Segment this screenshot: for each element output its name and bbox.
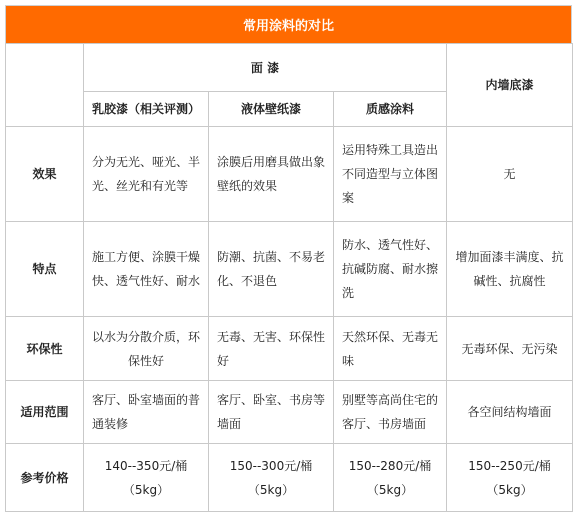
price-unit: （5kg） — [486, 482, 533, 497]
cell-features-latex: 施工方便、涂膜干燥快、透气性好、耐水 — [84, 222, 209, 317]
cell-effect-wallpaper: 涂膜后用磨具做出象壁纸的效果 — [209, 127, 334, 222]
cell-scope-primer: 各空间结构墙面 — [447, 381, 573, 444]
corner-cell — [6, 44, 84, 127]
row-label-features: 特点 — [6, 222, 84, 317]
price-range: 150--280元/桶 — [348, 458, 432, 473]
cell-price-texture — [334, 444, 447, 512]
price-range: 150--250元/桶 — [468, 458, 551, 473]
table-title: 常用涂料的对比 — [5, 5, 572, 43]
row-label-effect: 效果 — [6, 127, 84, 222]
header-texture-coating: 质感涂料 — [334, 92, 447, 127]
coating-comparison-table — [5, 43, 573, 512]
cell-scope-wallpaper: 客厅、卧室、书房等墙面 — [209, 381, 334, 444]
cell-eco-primer: 无毒环保、无污染 — [447, 317, 573, 381]
row-label-price: 参考价格 — [6, 444, 84, 512]
cell-effect-texture: 运用特殊工具造出不同造型与立体图案 — [334, 127, 447, 222]
cell-scope-texture: 别墅等高尚住宅的客厅、书房墙面 — [334, 381, 447, 444]
table-row-effect — [6, 127, 573, 222]
table-row-price — [6, 444, 573, 512]
cell-price-latex — [84, 444, 209, 512]
price-unit: （5kg） — [366, 482, 414, 497]
price-unit: （5kg） — [247, 482, 295, 497]
price-range: 150--300元/桶 — [229, 458, 313, 473]
price-range: 140--350元/桶 — [104, 458, 188, 473]
cell-price-primer — [447, 444, 573, 512]
header-latex-paint: 乳胶漆（相关评测） — [84, 92, 209, 127]
cell-eco-texture: 天然环保、无毒无味 — [334, 317, 447, 381]
row-label-eco: 环保性 — [6, 317, 84, 381]
table-row-scope — [6, 381, 573, 444]
cell-features-texture: 防水、透气性好、抗碱防腐、耐水擦洗 — [334, 222, 447, 317]
header-row-group — [6, 44, 573, 92]
row-label-scope: 适用范围 — [6, 381, 84, 444]
header-liquid-wallpaper: 液体壁纸漆 — [209, 92, 334, 127]
cell-eco-latex: 以水为分散介质，环保性好 — [84, 317, 209, 381]
cell-features-wallpaper: 防潮、抗菌、不易老化、不退色 — [209, 222, 334, 317]
table-row-features — [6, 222, 573, 317]
price-unit: （5kg） — [122, 482, 170, 497]
group-header-topcoat: 面 漆 — [84, 44, 447, 92]
header-primer: 内墙底漆 — [447, 44, 573, 127]
cell-features-primer: 增加面漆丰满度、抗碱性、抗腐性 — [447, 222, 573, 317]
cell-scope-latex: 客厅、卧室墙面的普通装修 — [84, 381, 209, 444]
comparison-table-wrapper — [5, 5, 572, 512]
cell-price-wallpaper — [209, 444, 334, 512]
cell-eco-wallpaper: 无毒、无害、环保性好 — [209, 317, 334, 381]
table-row-eco — [6, 317, 573, 381]
cell-effect-latex: 分为无光、哑光、半光、丝光和有光等 — [84, 127, 209, 222]
cell-effect-primer: 无 — [447, 127, 573, 222]
